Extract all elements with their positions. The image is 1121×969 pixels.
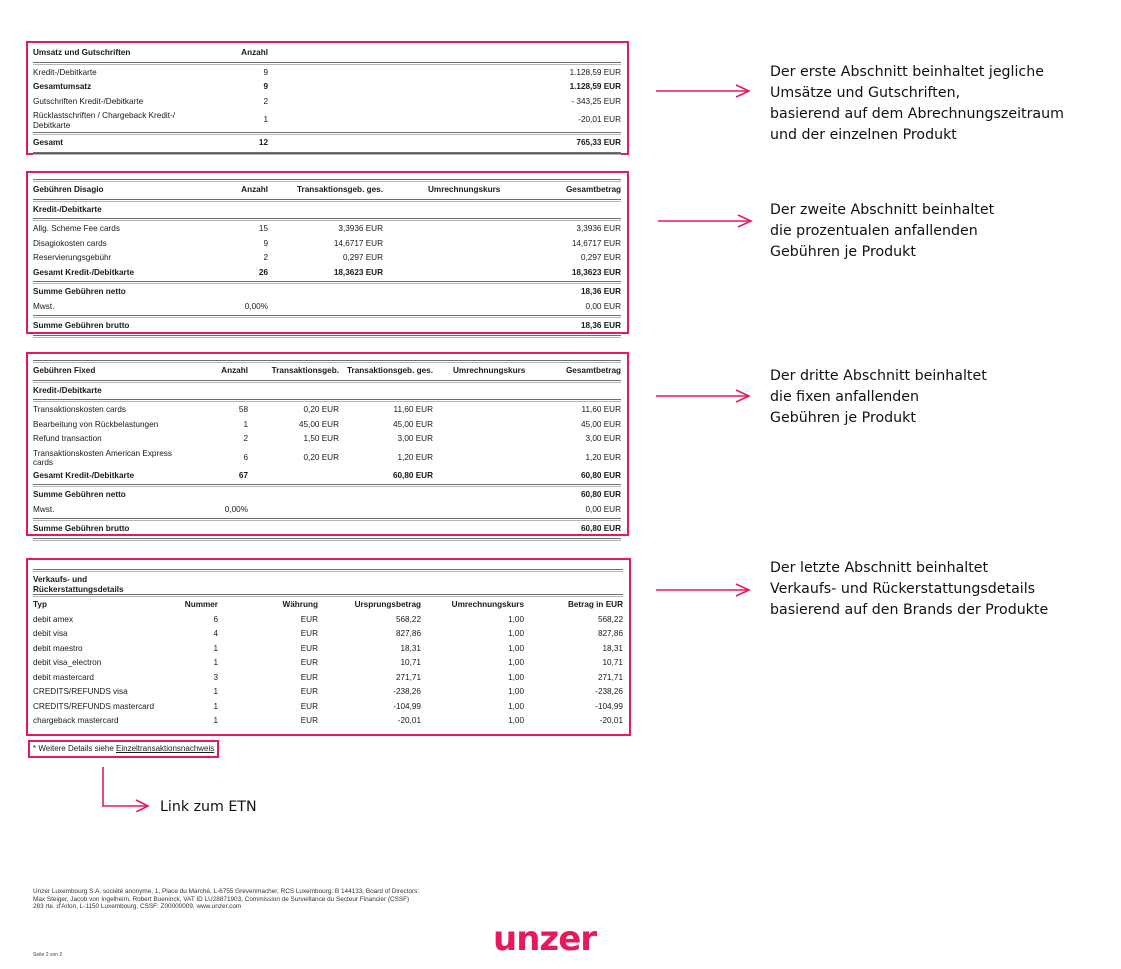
annotation-line: Umsätze und Gutschriften, (770, 85, 961, 101)
row-label-line2: cards (33, 458, 54, 467)
divider (33, 360, 621, 363)
annotation-line: Der erste Abschnitt beinhaltet jegliche (770, 64, 1044, 80)
cell-type: debit visa (33, 629, 68, 638)
cell-amount-eur: 271,71 (597, 672, 623, 682)
cell-currency: EUR (300, 672, 318, 682)
table-row (33, 447, 621, 469)
annotation-line: Der dritte Abschnitt beinhaltet (770, 368, 987, 384)
annotation-section4 (770, 558, 1048, 621)
table-row (33, 656, 623, 671)
fixed-fees-table (33, 359, 621, 542)
etn-link[interactable]: Einzeltransaktionsnachweis (116, 744, 215, 753)
gross-amount: 60,80 EUR (580, 524, 621, 533)
row-amount: 45,00 EUR (580, 419, 621, 429)
header-exchange-rate: Umrechnungskurs (428, 185, 501, 194)
header-label: Gebühren Disagio (33, 185, 104, 194)
table-row (33, 700, 623, 715)
cell-number: 1 (213, 716, 218, 725)
cell-original-amount: 827,86 (395, 629, 421, 638)
net-row (33, 488, 621, 503)
annotation-section3 (770, 366, 987, 429)
row-amount: - 343,25 EUR (571, 96, 621, 106)
group-label: Kredit-/Debitkarte (33, 385, 102, 395)
row-label: Gesamt Kredit-/Debitkarte (33, 470, 135, 480)
cell-amount-eur: 568,22 (597, 614, 623, 624)
cell-currency: EUR (300, 658, 318, 667)
cell-exchange-rate: 1,00 (508, 687, 524, 696)
divider (33, 484, 621, 487)
table-row (33, 237, 621, 252)
vat-rate: 0,00% (244, 301, 268, 311)
unzer-logo: unzer (493, 919, 597, 959)
table-row (33, 432, 621, 447)
divider (33, 179, 621, 182)
header-fee-total: Transaktionsgeb. ges. (347, 366, 433, 375)
cell-currency: EUR (300, 629, 318, 638)
vat-label: Mwst. (33, 504, 55, 514)
cell-original-amount: 568,22 (395, 614, 421, 624)
row-fee-total: 0,297 EUR (342, 253, 383, 262)
row-amount: 14,6717 EUR (571, 238, 621, 248)
group-label-row (33, 203, 621, 218)
cell-original-amount: -20,01 (397, 716, 421, 725)
annotation-line: die prozentualen anfallenden (770, 223, 978, 239)
row-count: 1 (263, 115, 268, 124)
footer-line: Max Steiger, Jacob von Ingelheim, Robert Bueninck, VAT ID LU28871903, Commission de Surveillance du Secteur Financier (CSSF) (33, 895, 410, 903)
table-row (33, 714, 623, 729)
annotation-line: Der letzte Abschnitt beinhaltet (770, 560, 989, 576)
header-exchange-rate: Umrechnungskurs (453, 366, 526, 375)
cell-number: 1 (213, 687, 218, 696)
row-amount: -20,01 EUR (578, 115, 621, 124)
divider (33, 399, 621, 402)
cell-currency: EUR (300, 716, 318, 725)
cell-currency: EUR (300, 614, 318, 624)
table-title (33, 573, 623, 593)
vat-row (33, 300, 621, 315)
net-amount: 60,80 EUR (580, 490, 621, 499)
cell-type: CREDITS/REFUNDS mastercard (33, 701, 155, 711)
row-fee-total: 18,3623 EUR (333, 267, 383, 277)
table-row (33, 66, 621, 81)
row-fee-total: 3,00 EUR (397, 434, 433, 443)
header-amount-eur: Betrag in EUR (567, 600, 623, 609)
table-row (33, 671, 623, 686)
row-label: Gesamt Kredit-/Debitkarte (33, 267, 135, 277)
table-row (33, 418, 621, 433)
group-label: Kredit-/Debitkarte (33, 204, 102, 214)
row-amount: 11,60 EUR (581, 405, 621, 414)
disagio-fees-table (33, 178, 621, 339)
gross-row (33, 522, 621, 537)
row-fee: 0,20 EUR (303, 405, 339, 414)
gross-label: Summe Gebühren brutto (33, 321, 130, 330)
vat-rate: 0,00% (224, 504, 248, 514)
title-line1: Verkaufs- und (33, 575, 88, 584)
row-amount: 3,3936 EUR (576, 224, 621, 233)
divider (33, 335, 621, 338)
row-fee-total: 1,20 EUR (397, 452, 433, 462)
cell-original-amount: -104,99 (393, 701, 421, 711)
page-number: Seite 2 von 2 (33, 952, 63, 958)
divider (33, 594, 623, 597)
row-count: 15 (258, 224, 268, 233)
row-label (33, 111, 175, 130)
cell-currency: EUR (300, 643, 318, 653)
row-count: 2 (263, 96, 268, 106)
row-amount: 60,80 EUR (580, 470, 621, 480)
group-total-row (33, 469, 621, 484)
annotation-line: Der zweite Abschnitt beinhaltet (770, 202, 995, 218)
gross-row (33, 319, 621, 334)
cell-exchange-rate: 1,00 (508, 716, 524, 725)
header-currency: Währung (282, 600, 318, 609)
cell-amount-eur: -104,99 (595, 701, 623, 711)
total-count: 12 (258, 138, 268, 147)
table-row (33, 80, 621, 95)
row-count: 2 (243, 434, 248, 443)
table-row (33, 109, 621, 131)
etn-note-prefix: * Weitere Details siehe (33, 744, 116, 753)
row-label: Transaktionskosten cards (33, 405, 126, 414)
group-total-row (33, 266, 621, 281)
section-sales-refund-details (26, 558, 631, 736)
row-fee-total: 14,6717 EUR (333, 238, 383, 248)
row-amount: 1.128,59 EUR (569, 67, 621, 77)
footer-line: Unzer Luxembourg S.A. société anonyme, 1, Place du Marché, L-6755 Grevenmacher, RCS Luxembourg: B 144133, Board of Directors: (33, 888, 420, 895)
row-amount: 0,297 EUR (580, 253, 621, 262)
table-row (33, 627, 623, 642)
divider (33, 199, 621, 202)
header-count: Anzahl (221, 366, 248, 375)
header-number: Nummer (184, 600, 218, 609)
cell-number: 1 (213, 658, 218, 667)
row-label: Gesamtumsatz (33, 82, 92, 91)
cell-type: debit visa_electron (33, 658, 102, 667)
net-label: Summe Gebühren netto (33, 490, 126, 499)
cell-amount-eur: -20,01 (599, 716, 623, 725)
cell-amount-eur: 10,71 (602, 658, 623, 667)
row-label: Disagiokosten cards (33, 238, 107, 248)
row-label: Gutschriften Kredit-/Debitkarte (33, 96, 144, 106)
row-amount: 18,3623 EUR (571, 267, 621, 277)
row-count: 1 (243, 419, 248, 429)
header-total-amount: Gesamtbetrag (565, 366, 621, 375)
row-fee: 45,00 EUR (298, 419, 339, 429)
header-total-amount: Gesamtbetrag (565, 185, 621, 194)
row-amount: 1.128,59 EUR (569, 82, 621, 91)
annotation-line: Gebühren je Produkt (770, 410, 916, 426)
table-row (33, 685, 623, 700)
row-label (33, 449, 172, 468)
header-type: Typ (33, 600, 47, 609)
cell-original-amount: -238,26 (393, 687, 421, 696)
net-label: Summe Gebühren netto (33, 287, 126, 296)
header-count: Anzahl (241, 185, 268, 194)
net-amount: 18,36 EUR (580, 287, 621, 296)
header-exchange-rate: Umrechnungskurs (451, 600, 524, 609)
row-count: 9 (263, 67, 268, 77)
divider (33, 152, 621, 155)
cell-exchange-rate: 1,00 (508, 672, 524, 682)
table-row (33, 613, 623, 628)
row-fee: 1,50 EUR (303, 434, 339, 443)
annotation-line: basierend auf dem Abrechnungszeitraum (770, 106, 1064, 122)
cell-number: 1 (213, 643, 218, 653)
row-label-line2: Debitkarte (33, 120, 71, 130)
sales-credits-table (33, 46, 621, 156)
annotation-section2 (770, 200, 994, 263)
row-label: Kredit-/Debitkarte (33, 67, 97, 77)
divider (33, 538, 621, 541)
row-fee: 0,20 EUR (303, 452, 339, 462)
etn-note (28, 740, 219, 758)
row-label: Reservierungsgebühr (33, 253, 112, 262)
row-count: 6 (243, 452, 248, 462)
cell-type: debit mastercard (33, 672, 94, 682)
arrow-right-icon (655, 388, 751, 404)
divider (33, 281, 621, 284)
table-header (33, 364, 621, 379)
divider (33, 380, 621, 383)
cell-number: 6 (213, 614, 218, 624)
cell-type: debit amex (33, 614, 74, 624)
title-line2: Rückerstattungsdetails (33, 584, 124, 594)
row-label: Allg. Scheme Fee cards (33, 224, 120, 233)
row-amount: 1,20 EUR (585, 452, 621, 462)
row-count: 58 (238, 405, 248, 414)
divider (33, 518, 621, 521)
annotation-etn: Link zum ETN (160, 799, 257, 815)
vat-row (33, 503, 621, 518)
vat-amount: 0,00 EUR (585, 301, 621, 311)
row-label: Bearbeitung von Rückbelastungen (33, 419, 159, 429)
table-row (33, 251, 621, 266)
section-fixed-fees (26, 352, 629, 536)
cell-exchange-rate: 1,00 (508, 658, 524, 667)
table-row (33, 403, 621, 418)
header-fee-total: Transaktionsgeb. ges. (297, 185, 383, 194)
cell-exchange-rate: 1,00 (508, 701, 524, 711)
cell-currency: EUR (300, 701, 318, 711)
divider (33, 315, 621, 318)
arrow-right-icon (655, 83, 751, 99)
net-row (33, 285, 621, 300)
vat-label: Mwst. (33, 301, 55, 311)
cell-exchange-rate: 1,00 (508, 614, 524, 624)
annotation-line: die fixen anfallenden (770, 389, 920, 405)
annotation-line: basierend auf den Brands der Produkte (770, 602, 1049, 618)
row-amount: 3,00 EUR (585, 434, 621, 443)
cell-number: 1 (213, 701, 218, 711)
gross-label: Summe Gebühren brutto (33, 524, 130, 533)
annotation-line: Verkaufs- und Rückerstattungsdetails (770, 581, 1036, 597)
annotation-line: Gebühren je Produkt (770, 244, 916, 260)
arrow-elbow-right-icon (100, 766, 150, 812)
cell-amount-eur: -238,26 (595, 687, 623, 696)
total-amount: 765,33 EUR (576, 138, 621, 147)
header-original-amount: Ursprungsbetrag (354, 600, 421, 609)
vat-amount: 0,00 EUR (585, 504, 621, 514)
row-fee-total: 60,80 EUR (392, 470, 433, 480)
header-label: Gebühren Fixed (33, 366, 96, 375)
divider (33, 62, 621, 65)
row-count: 26 (258, 267, 268, 277)
annotation-section1 (770, 62, 1064, 146)
arrow-right-icon (655, 582, 751, 598)
cell-currency: EUR (300, 687, 318, 696)
cell-original-amount: 18,31 (400, 643, 421, 653)
divider (33, 132, 621, 135)
cell-original-amount: 10,71 (400, 658, 421, 667)
row-fee-total: 3,3936 EUR (338, 224, 383, 233)
total-row (33, 136, 621, 151)
footer-line: 283 rte. d'Arlon, L-1150 Luxembourg, CSSF: Z00000009, www.unzer.com (33, 903, 242, 911)
row-fee-total: 11,60 EUR (393, 405, 433, 414)
row-fee-total: 45,00 EUR (392, 419, 433, 429)
divider (33, 569, 623, 572)
cell-type: CREDITS/REFUNDS visa (33, 687, 128, 696)
sales-refund-details-table (33, 568, 623, 729)
row-label-line1: Transaktionskosten American Express (33, 448, 172, 458)
divider (33, 218, 621, 221)
cell-number: 3 (213, 672, 218, 682)
group-label-row (33, 384, 621, 399)
annotation-line: und der einzelnen Produkt (770, 127, 957, 143)
section-disagio-fees (26, 171, 629, 334)
row-count: 67 (238, 470, 248, 480)
arrow-right-icon (657, 213, 753, 229)
table-header (33, 183, 621, 198)
total-label: Gesamt (33, 138, 64, 147)
header-label: Umsatz und Gutschriften (33, 48, 131, 57)
gross-amount: 18,36 EUR (580, 321, 621, 330)
cell-exchange-rate: 1,00 (508, 643, 524, 653)
table-header (33, 598, 623, 613)
table-header (33, 46, 621, 61)
cell-amount-eur: 18,31 (602, 643, 623, 653)
header-fee: Transaktionsgeb. (271, 366, 339, 375)
row-label-line1: Rücklastschriften / Chargeback Kredit-/ (33, 111, 175, 120)
row-count: 9 (263, 238, 268, 248)
cell-number: 4 (213, 629, 218, 638)
table-title-text (33, 575, 124, 594)
cell-amount-eur: 827,86 (597, 629, 623, 638)
table-row (33, 95, 621, 110)
cell-type: debit maestro (33, 643, 83, 653)
section-sales-credits (26, 41, 629, 155)
row-count: 9 (263, 82, 268, 91)
table-body (33, 613, 623, 729)
row-count: 2 (263, 253, 268, 262)
header-count: Anzahl (241, 48, 268, 57)
cell-exchange-rate: 1,00 (508, 629, 524, 638)
cell-original-amount: 271,71 (395, 672, 421, 682)
table-row (33, 222, 621, 237)
table-row (33, 642, 623, 657)
cell-type: chargeback mastercard (33, 716, 119, 725)
row-label: Refund transaction (33, 434, 102, 443)
legal-footer (33, 888, 419, 911)
